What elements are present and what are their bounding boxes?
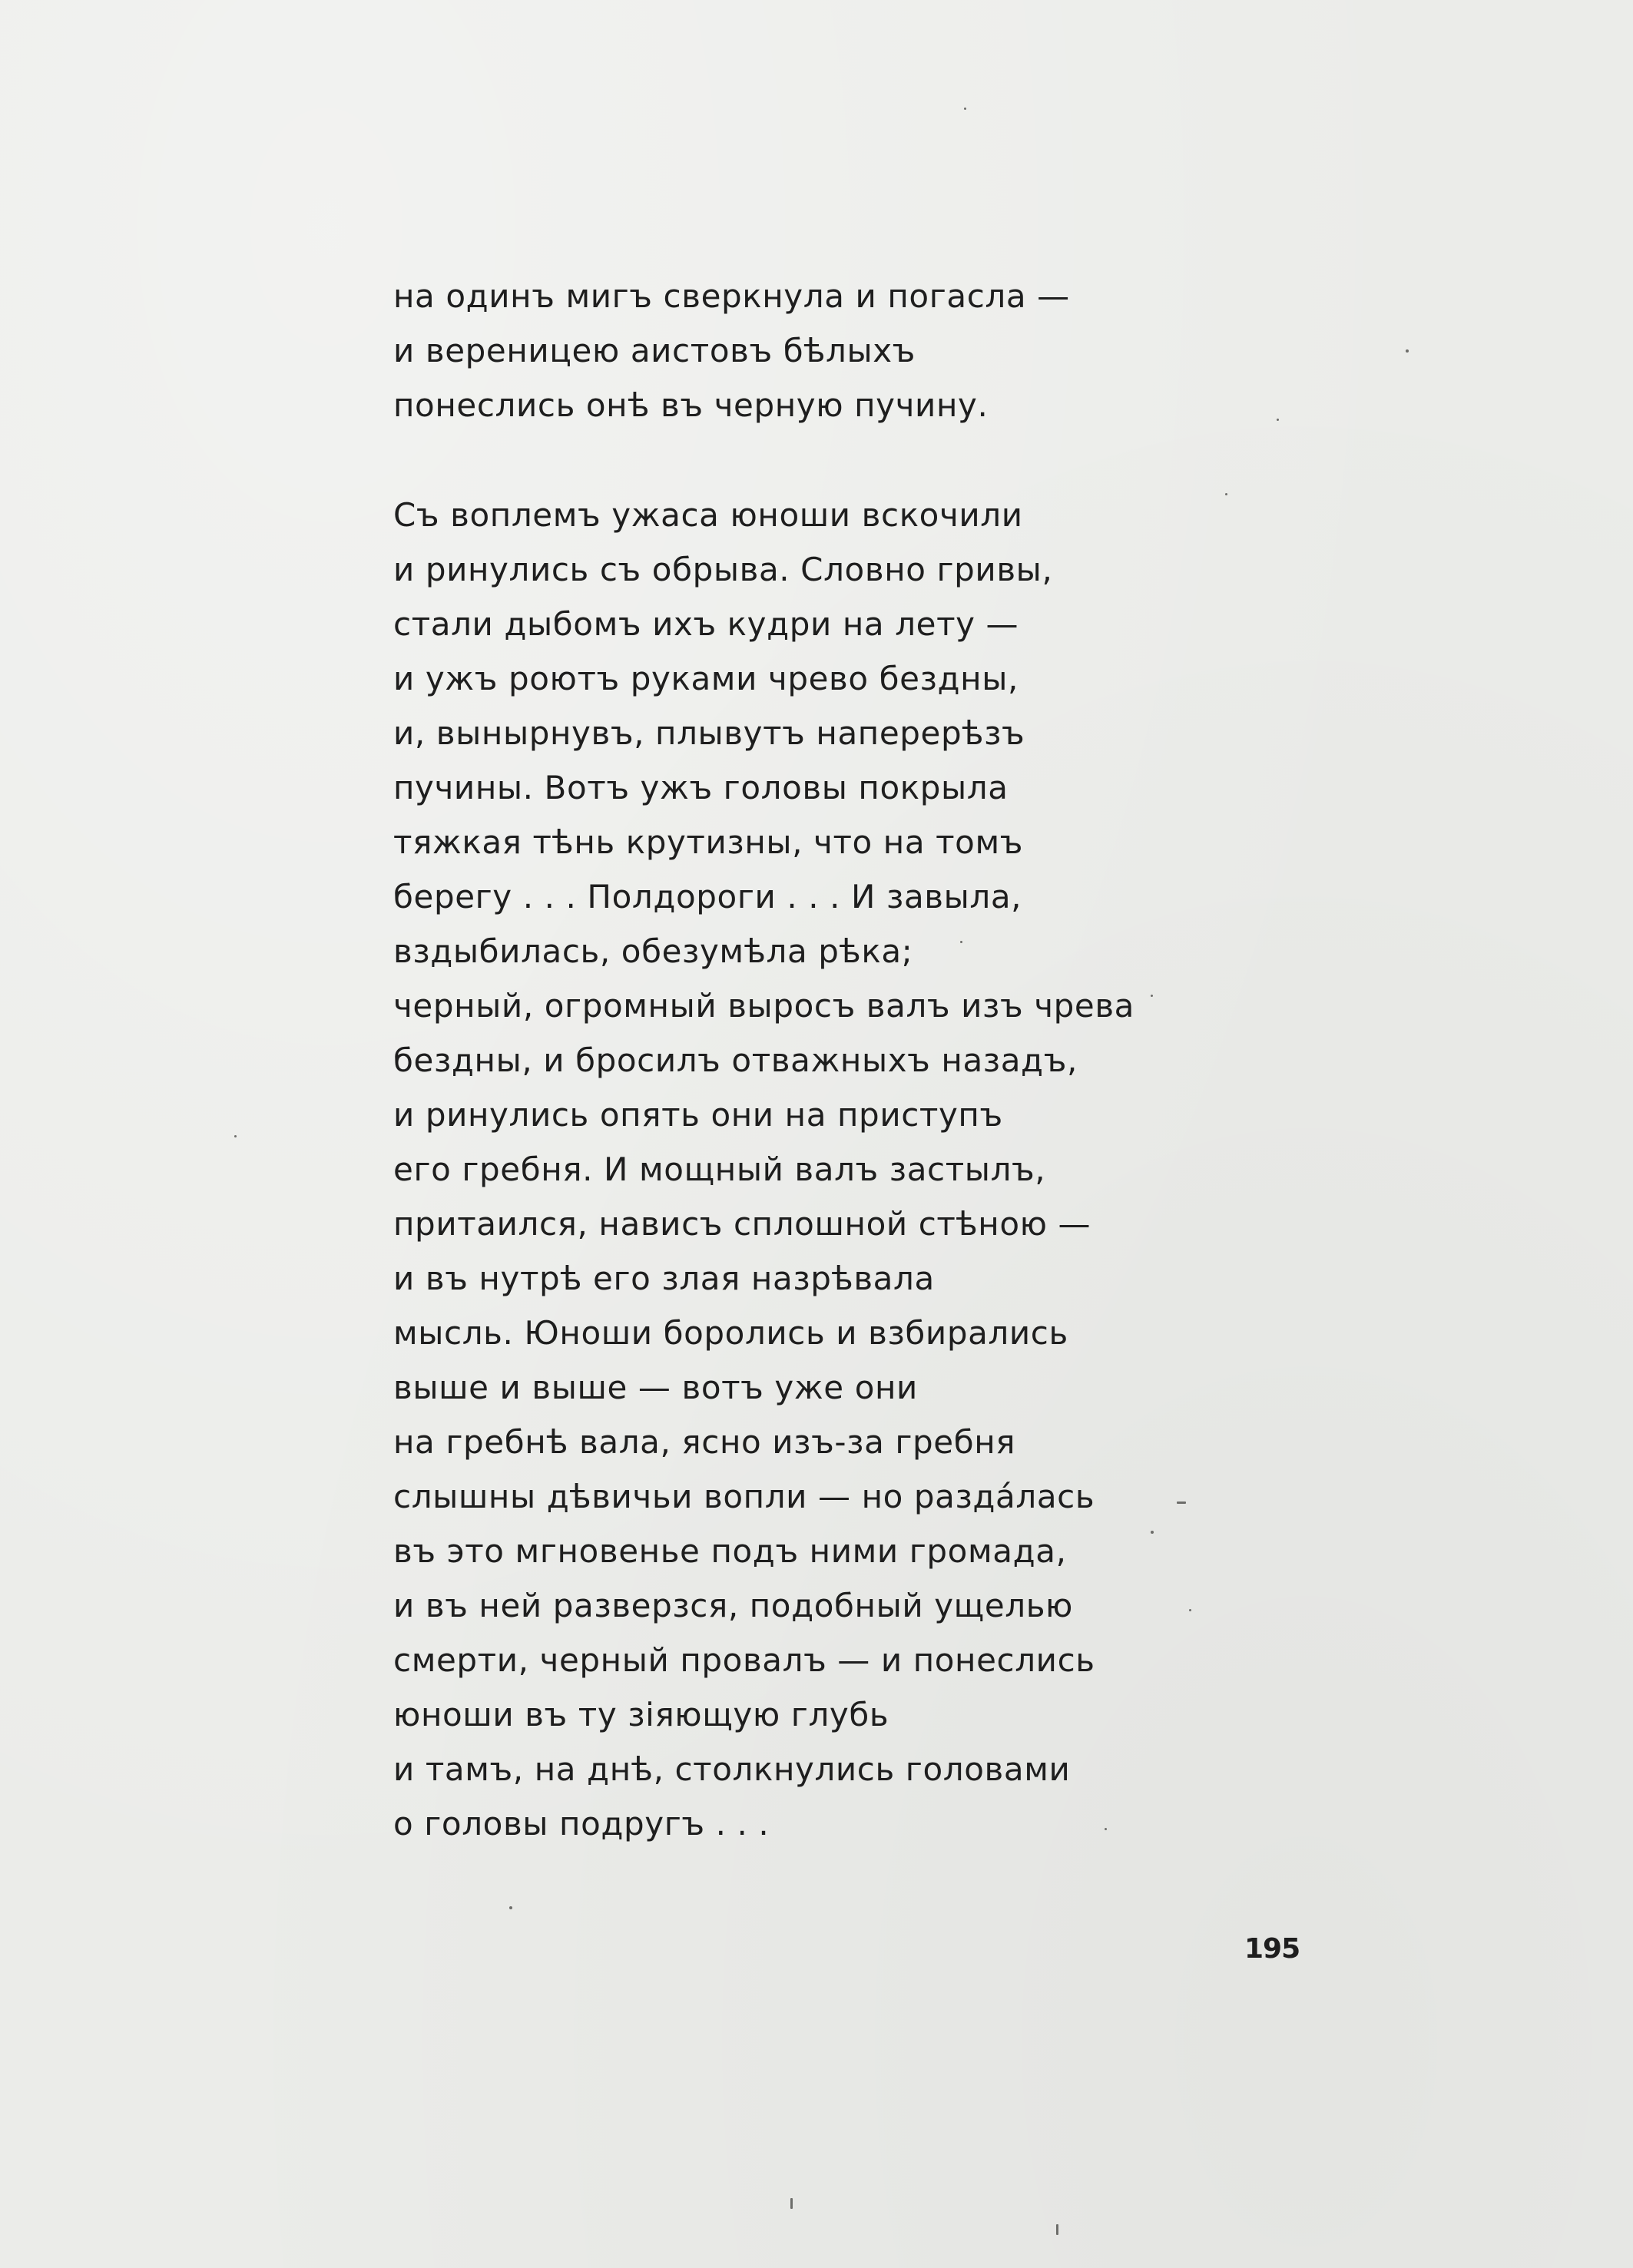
text-line: бездны, и бросилъ отважныхъ назадъ, <box>393 1041 1078 1079</box>
text-line: въ это мгновенье подъ ними громада, <box>393 1532 1067 1570</box>
text-line: на одинъ мигъ сверкнула и погасла — <box>393 277 1070 315</box>
text-line: на гребнѣ вала, ясно изъ-за гребня <box>393 1423 1016 1461</box>
text-line: и въ нутрѣ его злая назрѣвала <box>393 1260 935 1297</box>
paper-speck <box>960 941 962 943</box>
text-line: его гребня. И мощный валъ застылъ, <box>393 1151 1046 1188</box>
text-line: тяжкая тѣнь крутизны, что на томъ <box>393 823 1024 861</box>
paper-speck <box>1277 419 1279 421</box>
paper-speck <box>1189 1609 1191 1611</box>
text-line: и ринулись съ обрыва. Словно гривы, <box>393 551 1053 588</box>
text-line: и ринулись опять они на приступъ <box>393 1096 1003 1134</box>
paper-speck <box>234 1135 237 1137</box>
text-line: и въ ней разверзся, подобный ущелью <box>393 1587 1074 1624</box>
paper-speck <box>790 2198 793 2209</box>
text-line: и ужъ роютъ руками чрево бездны, <box>393 660 1019 697</box>
paper-speck <box>1151 995 1153 997</box>
paper-speck <box>1177 1502 1186 1504</box>
text-line: выше и выше — вотъ уже они <box>393 1369 918 1406</box>
text-line: смерти, черный провалъ — и понеслись <box>393 1641 1095 1679</box>
text-line: пучины. Вотъ ужъ головы покрыла <box>393 769 1009 806</box>
text-line: мысль. Юноши боролись и взбирались <box>393 1314 1068 1352</box>
text-line: юноши въ ту зіяющую глубь <box>393 1696 889 1733</box>
text-line: о головы подругъ . . . <box>393 1805 770 1843</box>
paper-speck <box>964 108 966 110</box>
text-line: слышны дѣвичьи вопли — но раздáлась <box>393 1478 1095 1515</box>
page-number: 195 <box>1244 1933 1300 1965</box>
text-line: понеслись онѣ въ черную пучину. <box>393 386 989 424</box>
stanza-2 <box>393 488 1134 1851</box>
paper-speck <box>1105 1828 1107 1830</box>
text-line: стали дыбомъ ихъ кудри на лету — <box>393 605 1019 643</box>
text-line: притаился, нависъ сплошной стѣною — <box>393 1205 1091 1243</box>
paper-speck <box>509 1906 512 1909</box>
text-line: черный, огромный выросъ валъ изъ чрева <box>393 987 1135 1025</box>
paper-speck <box>1151 1531 1154 1534</box>
text-line: вздыбилась, обезумѣла рѣка; <box>393 932 913 970</box>
paper-speck <box>1225 493 1227 495</box>
stanza-1 <box>393 269 1070 432</box>
paper-speck <box>1056 2224 1058 2235</box>
text-line: и, вынырнувъ, плывутъ наперерѣзъ <box>393 714 1025 752</box>
text-line: и тамъ, на днѣ, столкнулись головами <box>393 1750 1071 1788</box>
text-line: и вереницею аистовъ бѣлыхъ <box>393 332 916 369</box>
paper-speck <box>1406 349 1409 353</box>
text-line: Съ воплемъ ужаса юноши вскочили <box>393 496 1023 534</box>
text-line: берегу . . . Полдороги . . . И завыла, <box>393 878 1022 915</box>
